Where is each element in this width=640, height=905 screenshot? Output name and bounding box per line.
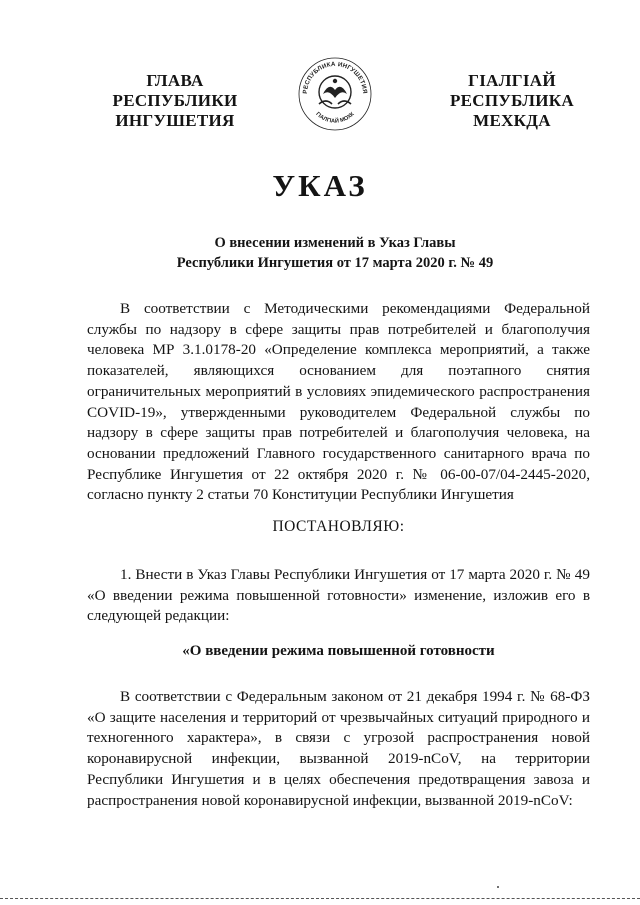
header-right-line-3: МЕХКДА — [473, 111, 551, 130]
emblem-text-top: РЕСПУБЛИКА ИНГУШЕТИЯ — [301, 60, 369, 95]
header-right-line-2: РЕСПУБЛИКА — [449, 91, 574, 110]
header-left-line-2: РЕСПУБЛИКИ — [112, 91, 238, 110]
paragraph-preamble: В соответствии с Методическими рекомендациями Федеральной службы по надзору в сфере защиты прав потребителей и благополучия человека МР 3.1.0178-20 «Определение комплекса мероприятий, а также показателей, являющихся основанием для поэтапного снятия ограничительных мероприятий в условиях эпидемического распространения COVID-19», утвержденными руководителем Федеральной службы по надзору в сфере защиты прав потребителей и благополучия человека, на основании предложений Главного государственного санитарного врача по Республике Ингушетия от 22 октября 2020 г. № 06-00-07/04-2445-2020, согласно пункту 2 статьи 70 Конституции Республики Ингушетия — [87, 300, 590, 504]
header-right-line-1: ГIАЛГIАЙ — [468, 71, 556, 90]
decree-word: ПОСТАНОВЛЯЮ: — [272, 518, 405, 535]
scan-artifact-line — [0, 898, 640, 899]
document-subtitle — [100, 233, 570, 273]
scan-artifact-dot — [497, 886, 499, 888]
paragraph-item-1: 1. Внести в Указ Главы Республики Ингушетия от 17 марта 2020 г. № 49 «О введении режима повышенной готовности» изменение, изложив его в следующей редакции: — [87, 566, 590, 625]
header-left-line-1: ГЛАВА — [146, 71, 204, 90]
header-left-line-3: ИНГУШЕТИЯ — [115, 111, 235, 130]
svg-text:ГIАЛГIАЙ МОХК — [314, 111, 356, 125]
subtitle-line-1: О внесении изменений в Указ Главы — [214, 235, 456, 251]
emblem-seal — [296, 54, 374, 132]
header-left-block — [100, 71, 250, 131]
header-right-block — [437, 71, 587, 131]
document-title: УКАЗ — [272, 168, 368, 203]
section-heading: «О введении режима повышенной готовности — [182, 643, 495, 659]
emblem-text-bottom: ГIАЛГIАЙ МОХК — [314, 111, 356, 125]
paragraph-section-body: В соответствии с Федеральным законом от 21 декабря 1994 г. № 68-ФЗ «О защите населения и территорий от чрезвычайных ситуаций природного и техногенного характера», в связи с угрозой распространения новой коронавирусной инфекции, вызванной 2019-nCoV, на территории Республики Ингушетия и в целях обеспечения предотвращения завоза и распространения новой коронавирусной инфекции, вызванной 2019-nCoV: — [87, 688, 590, 809]
subtitle-line-2: Республики Ингушетия от 17 марта 2020 г. № 49 — [176, 255, 494, 271]
